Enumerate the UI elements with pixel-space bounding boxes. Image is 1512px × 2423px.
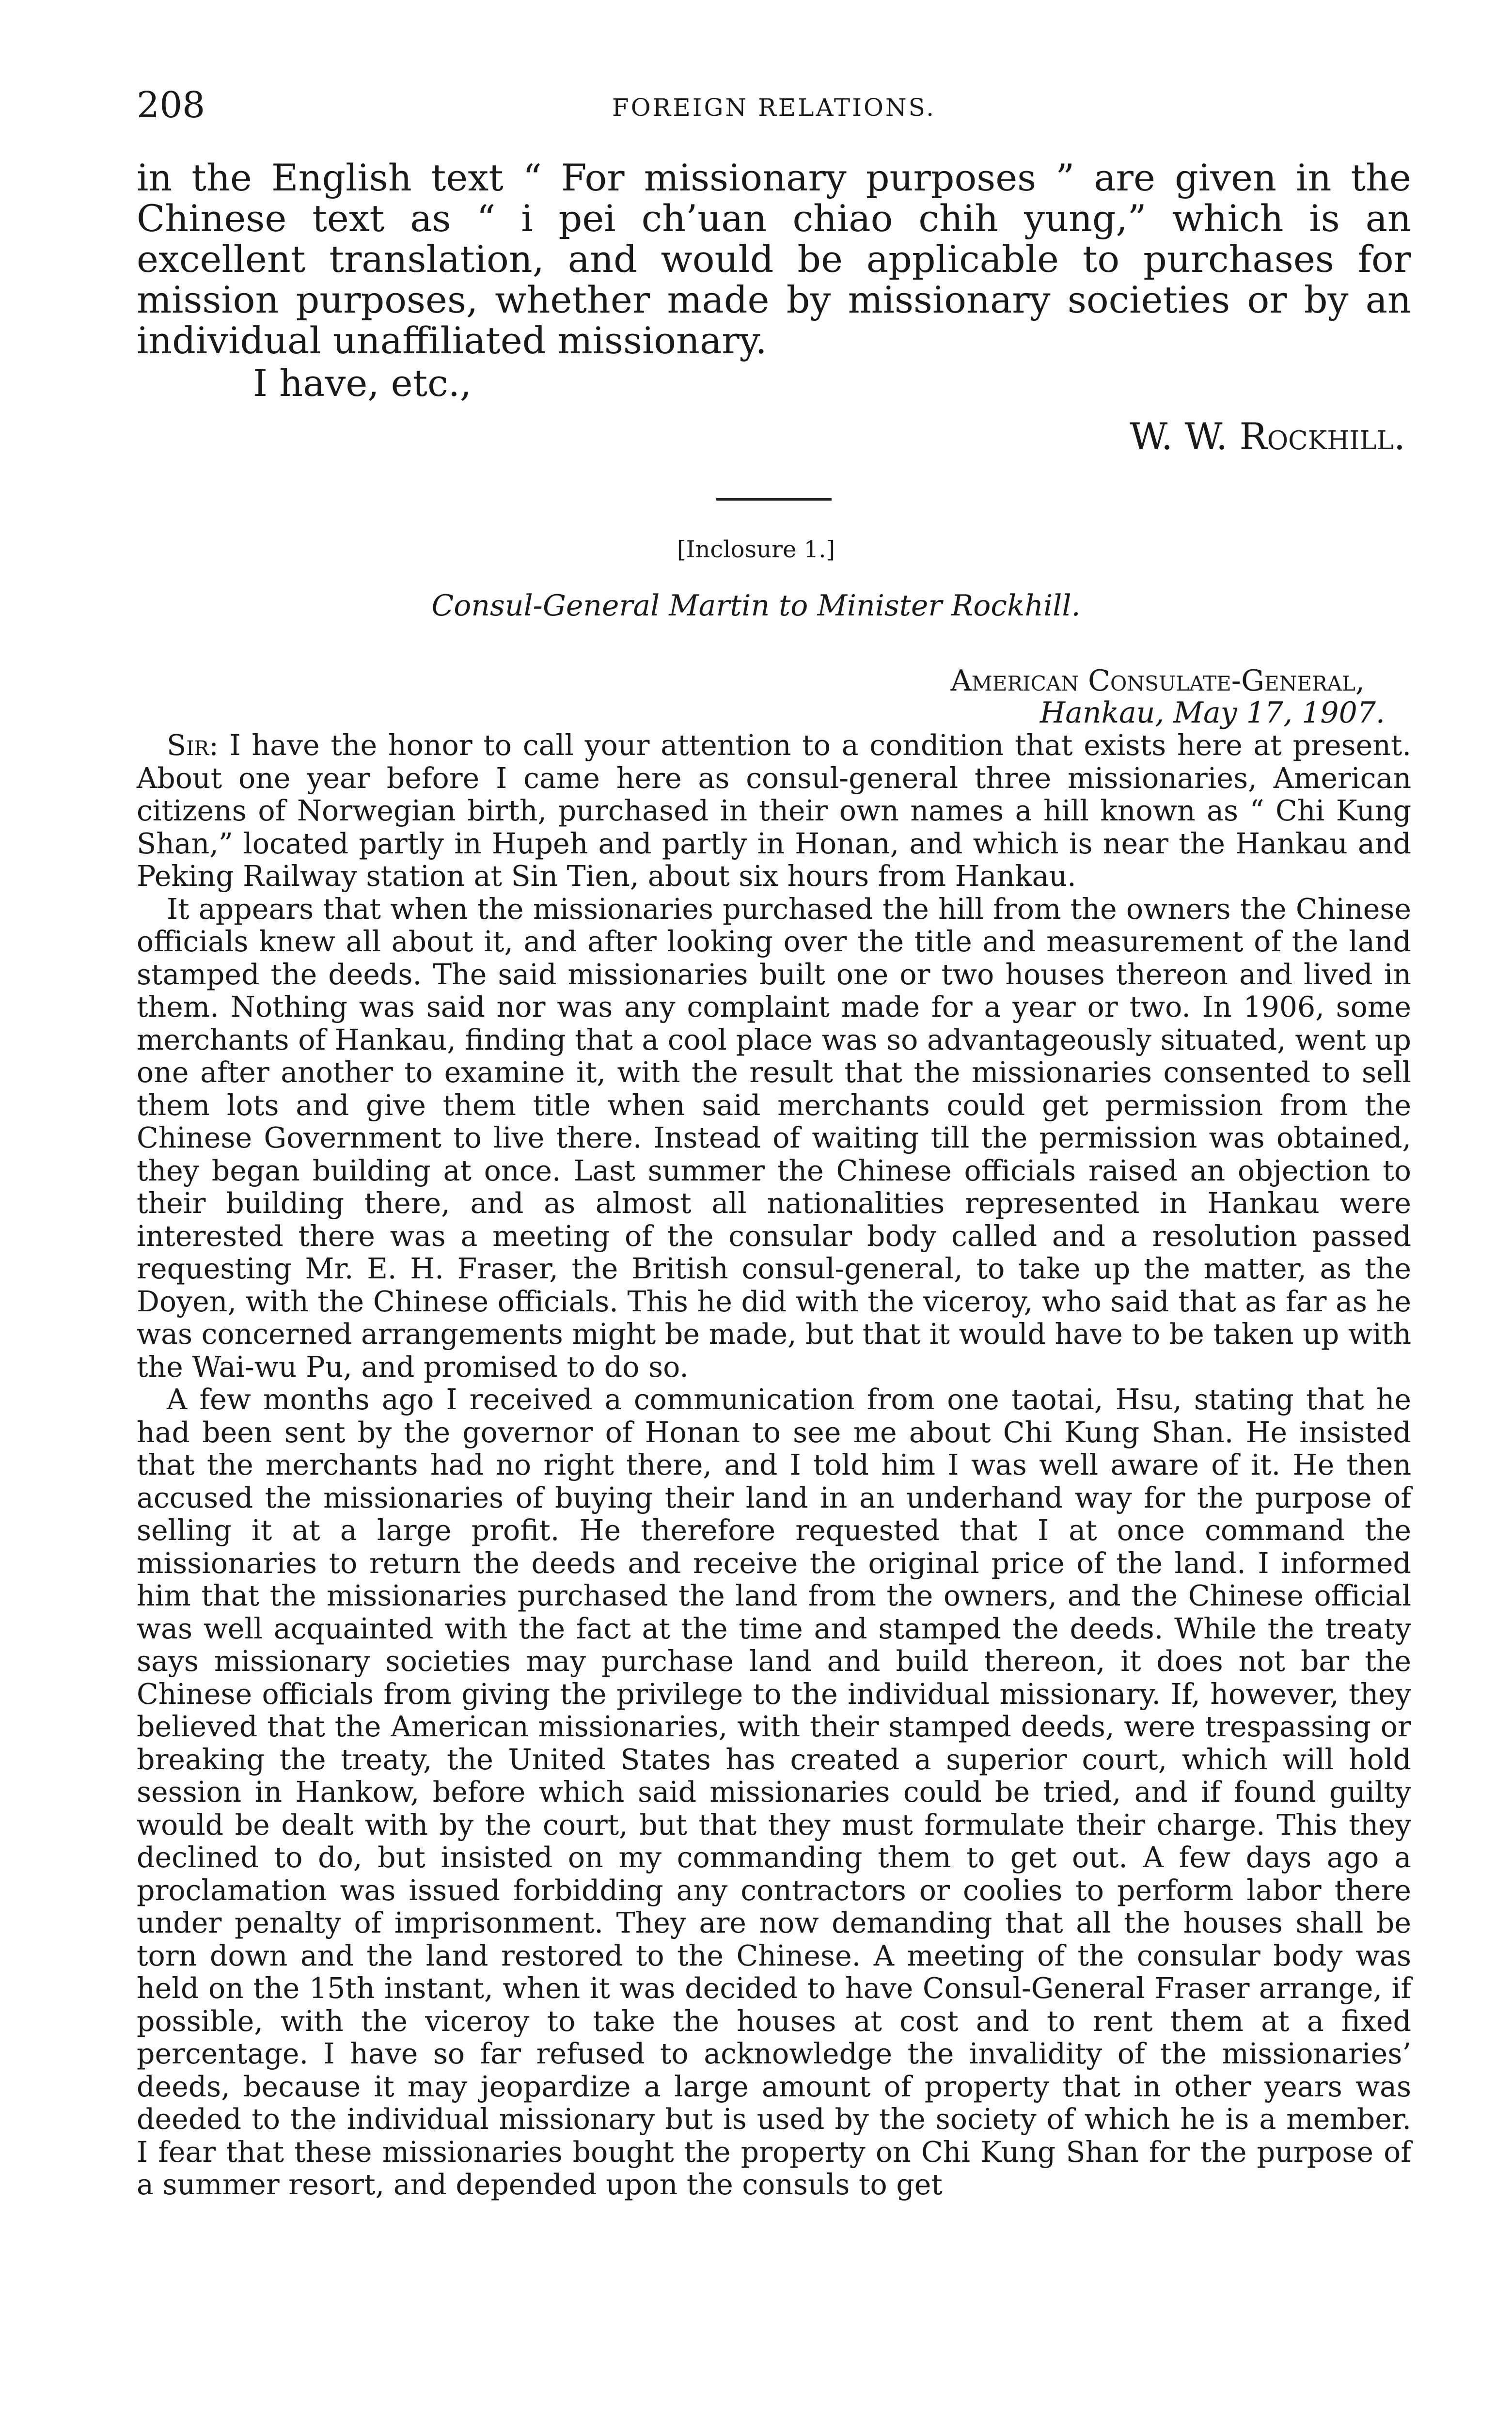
letter-paragraph (137, 729, 1411, 893)
address-line-consulate: American Consulate-General, (950, 664, 1365, 698)
continued-paragraph-block (137, 157, 1411, 457)
letter-paragraph: It appears that when the missionaries purchased the hill from the owners the Chinese officials knew all about it, and after looking over the title and measurement of the land stamped the deeds. The said missionaries built one or two houses thereon and lived in them. Nothing was said nor was any complaint made for a year or two. In 1906, some merchants of Hankau, finding that a cool place was so advantageously situated, went up one after another to examine it, with the result that the missionaries consented to sell them lots and give them title when said merchants could get permission from the Chinese Government to live there. Instead of waiting till the permission was obtained, they began building at once. Last summer the Chinese officials raised an objection to their building there, and as almost all nationalities represented in Hankau were interested there was a meeting of the consular body called and a resolution passed requesting Mr. E. H. Fraser, the British consul-general, to take up the matter, as the Doyen, with the Chinese officials. This he did with the viceroy, who said that as far as he was concerned arrangements might be made, but that it would have to be taken up with the Wai-wu Pu, and promised to do so. (137, 892, 1411, 1384)
page-number: 208 (137, 84, 205, 126)
letter-body (137, 729, 1411, 2202)
running-head: FOREIGN RELATIONS. (612, 94, 936, 122)
continued-paragraph: in the English text “ For missionary purposes ” are given in the Chinese text as “ i pei ch’uan chiao chih yung,” which is an excellent translation, and would be applicable to purchases for mission purposes, whether made by missionary societies or by an individual unaffiliated missionary. (137, 156, 1411, 362)
address-line-place-date: Hankau, May 17, 1907. (1040, 696, 1385, 730)
address-block (950, 665, 1385, 729)
section-divider (716, 498, 832, 501)
letter-closing: I have, etc., (253, 362, 472, 405)
paragraph-text: I have the honor to call your attention to a condition that exists here at present. About one year before I came here as consul-general three missionaries, American citizens of Norwegian birth, purchased in their own names a hill known as “ Chi Kung Shan,” located partly in Hupeh and partly in Honan, and which is near the Hankau and Peking Railway station at Sin Tien, about six hours from Hankau. (137, 729, 1411, 893)
inclosure-label: [Inclosure 1.] (677, 536, 835, 563)
signature: W. W. Rockhill. (1130, 415, 1405, 458)
letter-paragraph: A few months ago I received a communication from one taotai, Hsu, stating that he had been sent by the governor of Honan to see me about Chi Kung Shan. He insisted that the merchants had no right there, and I told him I was well aware of it. He then accused the missionaries of buying their land in an underhand way for the purpose of selling it at a large profit. He therefore requested that I at once command the missionaries to return the deeds and receive the original price of the land. I informed him that the missionaries purchased the land from the owners, and the Chinese official was well acquainted with the fact at the time and stamped the deeds. While the treaty says missionary societies may purchase land and build thereon, it does not bar the Chinese officials from giving the privilege to the individual missionary. If, however, they believed that the American missionaries, with their stamped deeds, were trespassing or breaking the treaty, the United States has created a superior court, which will hold session in Hankow, before which said missionaries could be tried, and if found guilty would be dealt with by the court, but that they must formulate their charge. This they declined to do, but insisted on my commanding them to get out. A few days ago a proclamation was issued forbidding any contractors or coolies to perform labor there under penalty of imprisonment. They are now demanding that all the houses shall be torn down and the land restored to the Chinese. A meeting of the consular body was held on the 15th instant, when it was decided to have Consul-General Fraser arrange, if possible, with the viceroy to take the houses at cost and to rent them at a fixed percentage. I have so far refused to acknowledge the invalidity of the missionaries’ deeds, because it may jeopardize a large amount of property that in other years was deeded to the individual missionary but is used by the society of which he is a member. I fear that these missionaries bought the property on Chi Kung Shan for the purpose of a summer resort, and depended upon the consuls to get (137, 1383, 1411, 2201)
page-header (137, 83, 1411, 127)
letter-title: Consul-General Martin to Minister Rockhill. (431, 589, 1081, 623)
salutation: Sir: (167, 729, 219, 762)
